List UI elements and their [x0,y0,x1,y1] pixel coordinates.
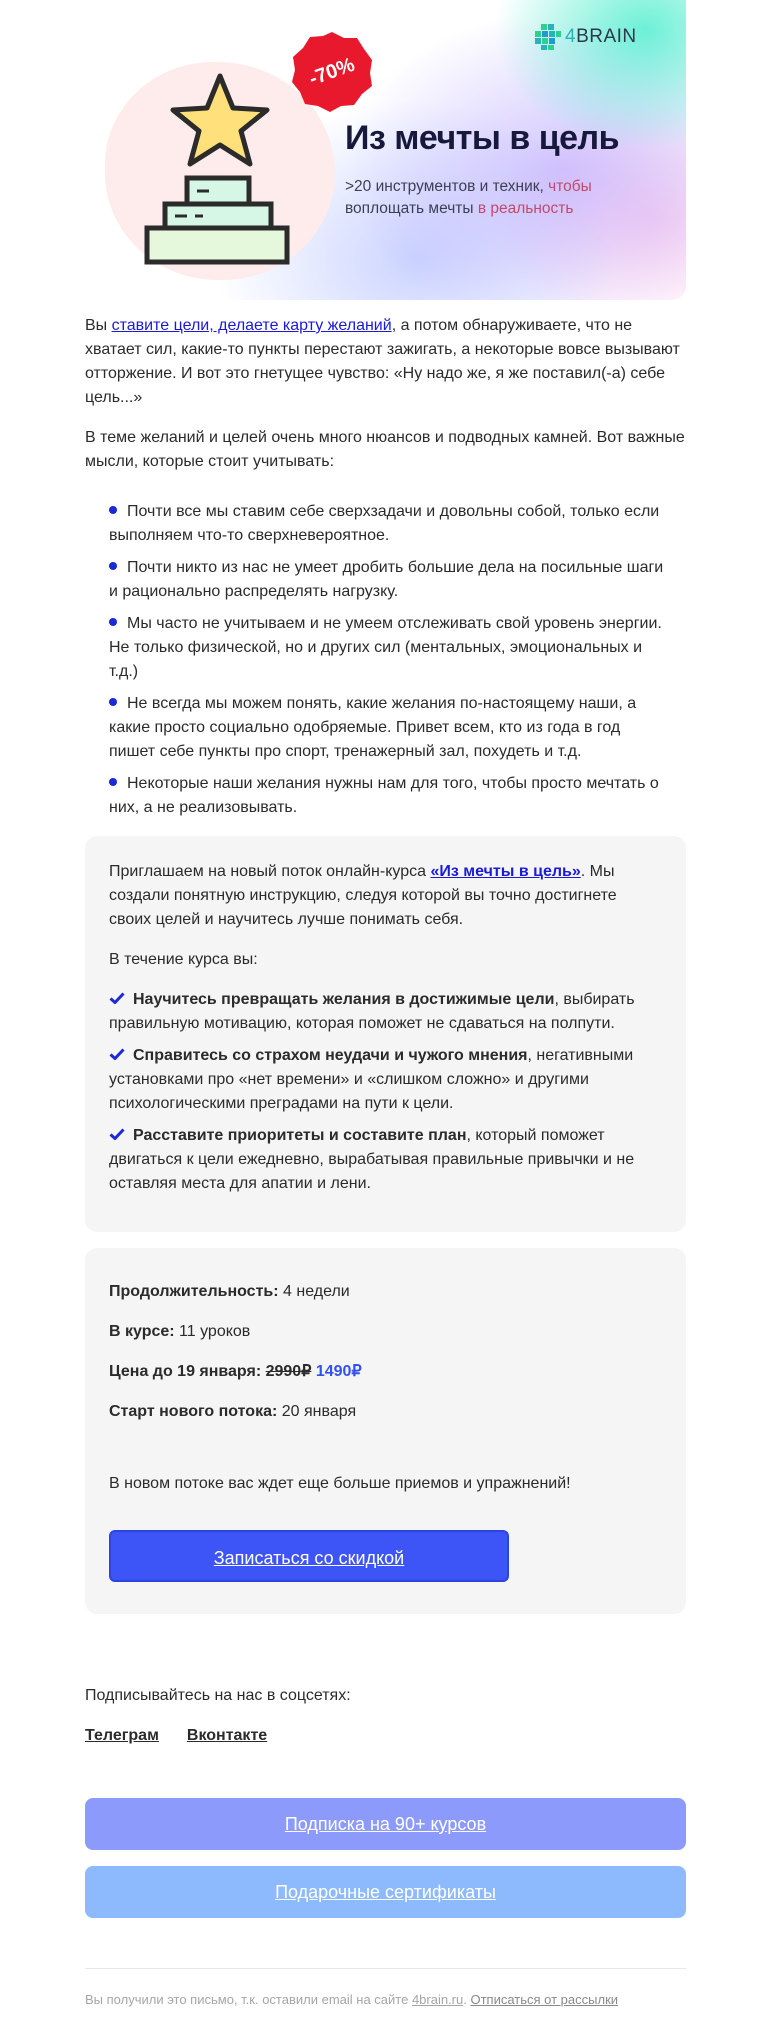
new-price: 1490₽ [315,1363,362,1380]
list-item: Справитесь со страхом неудачи и чужого мнения, негативными установками про «нет времени» и «слишком сложно» и другими психологическими преградами на пути к цели. [109,1047,634,1112]
social-title: Подписывайтесь на нас в соцсетях: [85,1687,351,1704]
benefits-list [109,988,662,1196]
checkmark-icon [109,1128,125,1140]
footer-divider [85,1968,686,1969]
subscription-button[interactable]: Подписка на 90+ курсов [85,1798,686,1850]
course-card [85,836,686,1232]
social-links [85,1724,686,1748]
key-points-list [85,500,686,820]
checkmark-icon [109,992,125,1004]
details-note: В новом потоке вас ждет еще больше приемов и упражнений! [109,1475,571,1492]
bullet-icon [109,778,117,786]
lessons-row: В курсе: 11 уроков [109,1323,251,1340]
gift-certificates-button[interactable]: Подарочные сертификаты [85,1866,686,1918]
logo-text: 4BRAIN [565,26,637,47]
site-link[interactable]: 4brain.ru [411,1992,464,2007]
list-item: Некоторые наши желания нужны нам для того, чтобы просто мечтать о них, а не реализовывать. [109,775,659,816]
intro-paragraph-1: Вы ставите цели, делаете карту желаний, а потом обнаруживаете, что не хватает сил, какие-то пункты перестают зажигать, а некоторые вовсе вызывают отторжение. И вот это гнетущее чувство: «Ну надо же, я же поставил(-а) себе цель...» [85,317,680,406]
price-row: Цена до 19 января: 2990₽ 1490₽ [109,1363,362,1380]
enroll-discount-button[interactable]: Записаться со скидкой [109,1530,509,1582]
list-item: Научитесь превращать желания в достижимые цели, выбирать правильную мотивацию, которая поможет не сдаваться на полпути. [109,991,635,1032]
details-card [85,1248,686,1614]
telegram-link[interactable]: Телеграм [85,1727,159,1744]
list-item: Расставите приоритеты и составите план, который поможет двигаться к цели ежедневно, вырабатывая правильные привычки и не оставляя места для апатии и лени. [109,1127,635,1192]
list-item: Почти все мы ставим себе сверхзадачи и довольны собой, только если выполняем что-то сверхневероятное. [109,503,660,544]
old-price: 2990₽ [265,1363,312,1380]
start-row: Старт нового потока: 20 января [109,1403,357,1420]
list-item: Мы часто не учитываем и не умеем отслеживать свой уровень энергии. Не только физической, но и других сил (ментальных, эмоциональных и т.д.) [109,615,662,680]
bullet-icon [109,698,117,706]
unsubscribe-link[interactable]: Отписаться от рассылки [470,1992,619,2007]
list-item: Почти никто из нас не умеет дробить большие дела на посильные шаги и рационально распределять нагрузку. [109,559,664,600]
course-during: В течение курса вы: [109,951,258,968]
banner-subtitle: >20 инструментов и техник, чтобы воплощать мечты в реальность [345,178,592,217]
goals-link[interactable]: ставите цели, делаете карту желаний [111,317,392,334]
duration-row: Продолжительность: 4 недели [109,1283,350,1300]
footer-text: Вы получили это письмо, т.к. оставили email на сайте 4brain.ru. Отписаться от рассылки [85,1992,619,2007]
bullet-icon [109,506,117,514]
discount-label: -70% [306,53,358,91]
brain-logo-icon [533,22,563,52]
email-body [85,0,686,2009]
checkmark-icon [109,1048,125,1060]
bullet-icon [109,618,117,626]
course-invite: Приглашаем на новый поток онлайн-курса «Из мечты в цель». Мы создали понятную инструкцию, следуя которой вы точно достигнете своих целей и научитесь лучше понимать себя. [109,863,617,928]
list-item: Не всегда мы можем понять, какие желания по-настоящему наши, а какие просто социально одобряемые. Привет всем, кто из года в год пишет себе пункты про спорт, тренажерный зал, похудеть и т.д. [109,695,637,760]
intro-paragraph-2: В теме желаний и целей очень много нюансов и подводных камней. Вот важные мысли, которые стоит учитывать: [85,429,685,470]
course-link[interactable]: «Из мечты в цель» [430,863,581,880]
bullet-icon [109,562,117,570]
banner-title: Из мечты в цель [345,119,620,157]
trophy-podium-illustration [125,70,315,270]
brand-logo[interactable] [533,22,637,52]
vkontakte-link[interactable]: Вконтакте [186,1727,268,1744]
hero-banner [85,0,686,300]
